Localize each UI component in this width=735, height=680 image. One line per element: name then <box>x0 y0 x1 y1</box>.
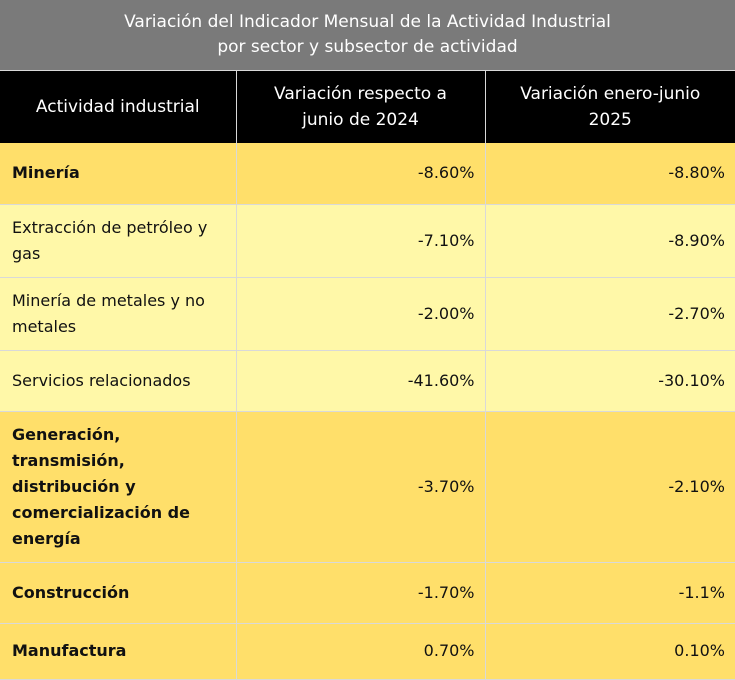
row-value-june: -41.60% <box>236 350 485 411</box>
row-value-june: -3.70% <box>236 411 485 562</box>
row-value-june: -7.10% <box>236 204 485 277</box>
table-row <box>0 204 735 277</box>
table-row <box>0 411 735 562</box>
table-row <box>0 277 735 350</box>
row-label: Minería de metales y no metales <box>0 277 236 350</box>
header-variation-ytd-line2: 2025 <box>588 110 632 130</box>
row-value-june: 0.70% <box>236 623 485 679</box>
row-value-ytd: -2.70% <box>485 277 735 350</box>
header-variation-ytd <box>485 71 735 143</box>
table-row <box>0 623 735 679</box>
header-variation-june-line2: junio de 2024 <box>302 110 419 130</box>
data-table <box>0 71 735 680</box>
header-variation-june-line1: Variación respecto a <box>274 84 447 104</box>
row-value-ytd: -1.1% <box>485 562 735 623</box>
row-value-ytd: -2.10% <box>485 411 735 562</box>
row-value-june: -2.00% <box>236 277 485 350</box>
row-label: Manufactura <box>0 623 236 679</box>
header-row <box>0 71 735 143</box>
header-activity-label: Actividad industrial <box>35 97 200 117</box>
table-row <box>0 562 735 623</box>
table-title <box>0 0 735 71</box>
row-value-ytd: 0.10% <box>485 623 735 679</box>
table-row <box>0 350 735 411</box>
row-label: Servicios relacionados <box>0 350 236 411</box>
header-variation-june <box>236 71 485 143</box>
header-variation-ytd-line1: Variación enero-junio <box>520 84 701 104</box>
row-value-ytd: -8.80% <box>485 143 735 204</box>
row-value-june: -1.70% <box>236 562 485 623</box>
row-value-ytd: -8.90% <box>485 204 735 277</box>
title-line-2: por sector y subsector de actividad <box>217 37 518 57</box>
header-activity <box>0 71 236 143</box>
row-label: Extracción de petróleo y gas <box>0 204 236 277</box>
row-label: Construcción <box>0 562 236 623</box>
row-value-ytd: -30.10% <box>485 350 735 411</box>
row-label: Minería <box>0 143 236 204</box>
table-row <box>0 143 735 204</box>
row-value-june: -8.60% <box>236 143 485 204</box>
title-line-1: Variación del Indicador Mensual de la Actividad Industrial <box>124 12 611 32</box>
row-label: Generación, transmisión, distribución y comercialización de energía <box>0 411 236 562</box>
